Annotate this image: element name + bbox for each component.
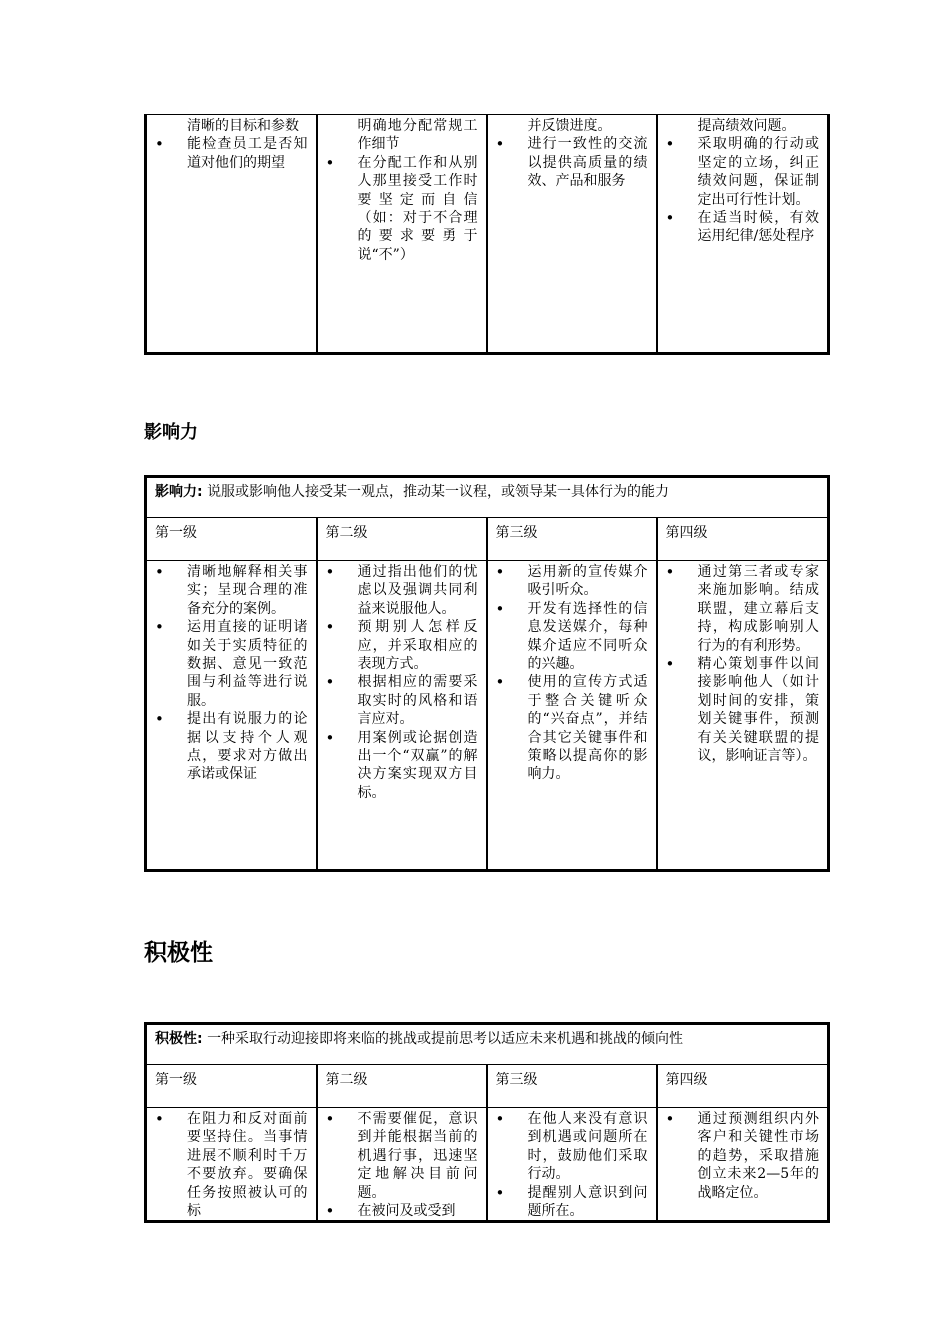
level-header: 第三级	[487, 1065, 657, 1108]
section-heading-influence: 影响力	[144, 422, 198, 443]
list-item: • 在分配工作和从别人那里接受工作时要坚定而自信（如：对于不合理的要求要勇于说“不”）	[318, 154, 486, 264]
list-item: • 用案例或论据创造出一个“双赢”的解决方案实现双方目标。	[318, 729, 486, 803]
list-item: • 开发有选择性的信息发送媒介，每种媒介适应不同听众的兴趣。	[488, 600, 656, 674]
list-item: 明确地分配常规工作细节	[357, 118, 478, 153]
list-item: • 不需要催促，意识到并能根据当前的机遇行事，迅速坚定地解决目前问题。	[318, 1110, 486, 1202]
level-4-cell	[657, 561, 829, 871]
definition-text: 说服或影响他人接受某一观点，推动某一议程，或领导某一具体行为的能力	[207, 484, 670, 500]
list-item: • 通过预测组织内外客户和关键性市场的趋势，采取措施创立未来2—5年的战略定位。	[658, 1110, 828, 1202]
level-header: 第四级	[657, 1065, 829, 1108]
definition-term: 影响力:	[155, 484, 203, 500]
list-item: 提高绩效问题。	[697, 118, 796, 134]
level-header: 第一级	[146, 518, 317, 561]
list-item: • 运用直接的证明诸如关于实质特征的数据、意见一致范围与利益等进行说服。	[147, 618, 316, 710]
performance-table-continued	[144, 114, 830, 355]
initiative-table	[144, 1022, 830, 1223]
level-2-cell	[317, 561, 487, 871]
level-3-cell	[487, 1108, 657, 1222]
list-item: • 通过指出他们的忧虑以及强调共同利益来说服他人。	[318, 563, 486, 618]
level-header: 第四级	[657, 518, 829, 561]
definition-row	[146, 477, 829, 518]
definition-term: 积极性:	[155, 1031, 203, 1047]
list-item: • 运用新的宣传媒介吸引听众。	[488, 563, 656, 600]
list-item: • 采取明确的行动或坚定的立场，纠正绩效问题，保证制定出可行性计划。	[658, 135, 828, 209]
list-item: • 在阻力和反对面前要坚持住。当事情进展不顺利时千万不要放弃。要确保任务按照被认可的标	[147, 1110, 316, 1220]
list-item: 并反馈进度。	[527, 118, 612, 134]
list-item: • 在他人来没有意识到机遇或问题所在时，鼓励他们采取行动。	[488, 1110, 656, 1184]
list-item: • 精心策划事件以间接影响他人（如计划时间的安排，策划关键事件，预测有关关键联盟的提议，影响证言等）。	[658, 655, 828, 765]
level-1-cell	[146, 115, 317, 354]
list-item: • 预期别人怎样反应，并采取相应的表现方式。	[318, 618, 486, 673]
list-item: • 根据相应的需要采取实时的风格和语言应对。	[318, 673, 486, 728]
list-item: • 使用的宣传方式适于整合关键听众的“兴奋点”，并结合其它关键事件和策略以提高你的影响力。	[488, 673, 656, 783]
level-3-cell	[487, 115, 657, 354]
influence-table	[144, 475, 830, 872]
list-item: • 在适当时候，有效运用纪律/惩处程序	[658, 209, 828, 246]
level-1-cell	[146, 1108, 317, 1222]
section-heading-initiative: 积极性	[144, 940, 213, 966]
level-3-cell	[487, 561, 657, 871]
level-header: 第一级	[146, 1065, 317, 1108]
level-header: 第二级	[317, 518, 487, 561]
definition-text: 一种采取行动迎接即将来临的挑战或提前思考以适应未来机遇和挑战的倾向性	[207, 1031, 684, 1047]
list-item: • 清晰地解释相关事实；呈现合理的准备充分的案例。	[147, 563, 316, 618]
level-2-cell	[317, 1108, 487, 1222]
level-4-cell	[657, 1108, 829, 1222]
list-item: • 提醒别人意识到问题所在。	[488, 1184, 656, 1221]
list-item: 清晰的目标和参数	[187, 118, 299, 134]
list-item: • 能检查员工是否知道对他们的期望	[147, 135, 316, 172]
definition-row	[146, 1024, 829, 1065]
level-header: 第二级	[317, 1065, 487, 1108]
list-item: • 通过第三者或专家来施加影响。结成联盟，建立幕后支持，构成影响别人行为的有利形势。	[658, 563, 828, 655]
list-item: • 提出有说服力的论据以支持个人观点，要求对方做出承诺或保证	[147, 710, 316, 784]
list-item: • 在被问及或受到	[318, 1202, 486, 1220]
list-item: • 进行一致性的交流以提供高质量的绩效、产品和服务	[488, 135, 656, 190]
level-1-cell	[146, 561, 317, 871]
level-header: 第三级	[487, 518, 657, 561]
level-2-cell	[317, 115, 487, 354]
level-4-cell	[657, 115, 829, 354]
